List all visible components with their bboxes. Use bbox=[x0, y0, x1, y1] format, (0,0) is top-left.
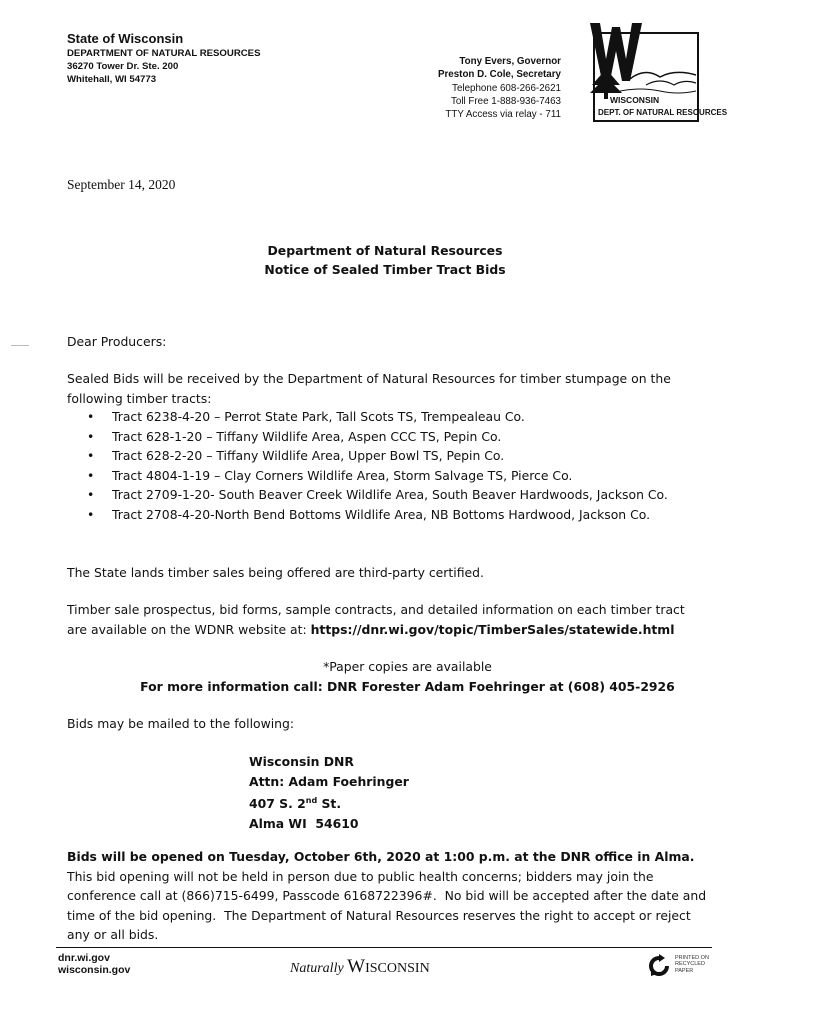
list-item: • Tract 4804-1-19 – Clay Corners Wildlife Area, Storm Salvage TS, Pierce Co. bbox=[87, 466, 668, 486]
letterhead-agency bbox=[67, 31, 260, 86]
address-attn: Attn: Adam Foehringer bbox=[249, 773, 409, 789]
address-city: Alma WI 54610 bbox=[249, 815, 359, 831]
margin-divider bbox=[11, 345, 29, 346]
notice-title bbox=[0, 241, 770, 279]
logo-text-dept: DEPT. OF NATURAL RESOURCES bbox=[598, 108, 728, 117]
letter-date: September 14, 2020 bbox=[67, 177, 176, 192]
mail-intro: Bids may be mailed to the following: bbox=[67, 716, 295, 731]
address-street: 407 S. 2nd St. bbox=[249, 796, 342, 812]
prospectus-text: Timber sale prospectus, bid forms, sample contracts, and detailed information on each timber tract are available on the WDNR website at: bbox=[67, 602, 685, 637]
department-name: DEPARTMENT OF NATURAL RESOURCES bbox=[67, 48, 261, 59]
bullet: • bbox=[87, 467, 95, 483]
list-item: • Tract 628-1-20 – Tiffany Wildlife Area, Aspen CCC TS, Pepin Co. bbox=[87, 427, 668, 447]
bid-opening-details: This bid opening will not be held in person due to public health concerns; bidders may join the conference call at (866)715-6499, Passcode 6168722396#. No bid will be accepted after the date and time of the bid opening. The Department of Natural Resources reserves the right to accept or reject any or all bids. bbox=[67, 849, 711, 942]
bullet: • bbox=[87, 506, 95, 522]
dnr-website-link[interactable]: dnr.wi.gov bbox=[58, 952, 110, 964]
logo-text-wisconsin: WISCONSIN bbox=[610, 95, 660, 105]
address-line-1: 36270 Tower Dr. Ste. 200 bbox=[67, 61, 179, 72]
governor-name: Tony Evers, Governor bbox=[459, 56, 561, 67]
title-line-1: Department of Natural Resources bbox=[267, 243, 503, 258]
secretary-name: Preston D. Cole, Secretary bbox=[437, 69, 561, 81]
tract-list bbox=[87, 407, 668, 524]
contact-block bbox=[0, 657, 815, 696]
address-line-2: Whitehall, WI 54773 bbox=[67, 74, 157, 85]
title-line-2: Notice of Sealed Timber Tract Bids bbox=[264, 262, 506, 277]
mailing-address bbox=[249, 752, 409, 833]
bullet: • bbox=[87, 448, 95, 463]
bullet: • bbox=[87, 409, 95, 424]
tagline-naturally: Naturally bbox=[290, 961, 348, 976]
wisconsin-website-link[interactable]: wisconsin.gov bbox=[58, 964, 131, 976]
list-item: • Tract 2709-1-20- South Beaver Creek Wildlife Area, South Beaver Hardwoods, Jackson Co. bbox=[87, 485, 668, 505]
salutation: Dear Producers: bbox=[67, 334, 167, 349]
bid-opening-date: Bids will be opened on Tuesday, October 6th, 2020 at 1:00 p.m. at the DNR office in Alma. bbox=[67, 849, 695, 864]
address-org: Wisconsin DNR bbox=[249, 754, 354, 769]
dnr-logo-icon bbox=[570, 19, 728, 125]
footer-divider bbox=[56, 947, 712, 948]
list-item: • Tract 2708-4-20-North Bend Bottoms Wildlife Area, NB Bottoms Hardwood, Jackson Co. bbox=[87, 505, 668, 525]
bullet: • bbox=[87, 487, 95, 502]
tty-access: TTY Access via relay - 711 bbox=[445, 109, 561, 121]
bid-opening-paragraph bbox=[67, 847, 711, 945]
naturally-wisconsin-tagline: Naturally WISCONSIN bbox=[290, 956, 430, 977]
prospectus-paragraph bbox=[67, 600, 707, 639]
list-item: • Tract 6238-4-20 – Perrot State Park, Tall Scots TS, Trempealeau Co. bbox=[87, 407, 668, 427]
toll-free: Toll Free 1-888-936-7463 bbox=[450, 95, 561, 107]
more-info-line: For more information call: DNR Forester Adam Foehringer at (608) 405-2926 bbox=[140, 678, 675, 694]
recycled-paper-label: PRINTED ON RECYCLED PAPER bbox=[675, 955, 709, 974]
state-name: State of Wisconsin bbox=[67, 31, 184, 46]
footer-websites bbox=[58, 952, 130, 976]
list-item: • Tract 628-2-20 – Tiffany Wildlife Area, Upper Bowl TS, Pepin Co. bbox=[87, 446, 668, 466]
bullet: • bbox=[87, 428, 95, 444]
intro-paragraph: Sealed Bids will be received by the Department of Natural Resources for timber stumpage on the following timber tracts: bbox=[67, 371, 671, 406]
letterhead-officials bbox=[438, 55, 561, 121]
telephone: Telephone 608-266-2621 bbox=[452, 82, 561, 94]
certification-statement: The State lands timber sales being offered are third-party certified. bbox=[67, 565, 484, 580]
timber-sales-link[interactable]: https://dnr.wi.gov/topic/TimberSales/statewide.html bbox=[310, 621, 675, 637]
paper-copies-note: *Paper copies are available bbox=[323, 659, 492, 674]
